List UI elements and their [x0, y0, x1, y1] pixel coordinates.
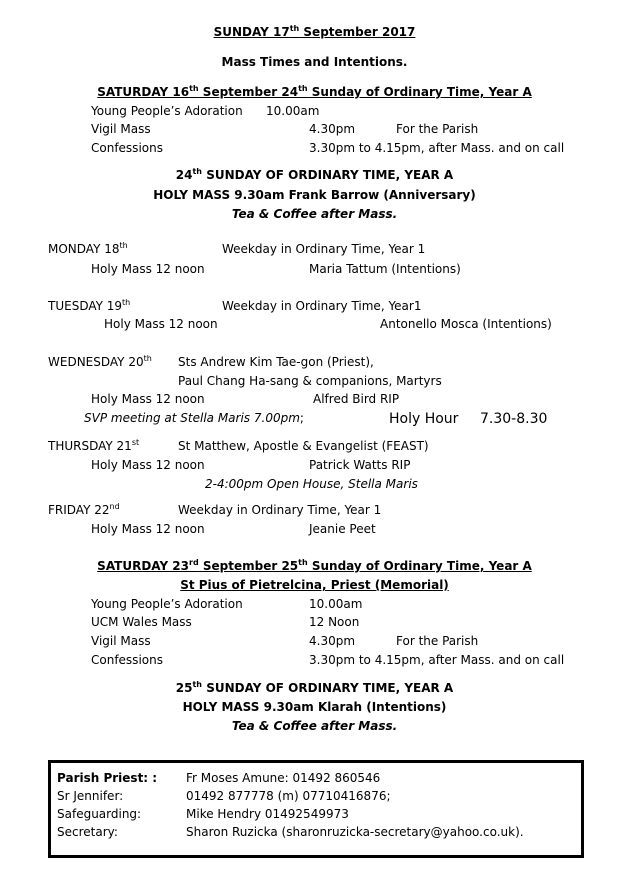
friday-mass: Holy Mass 12 noon: [91, 522, 205, 536]
schedule-time: 12 Noon: [309, 615, 360, 629]
friday-intention: Jeanie Peet: [309, 522, 376, 536]
contact-label: Safeguarding:: [57, 807, 142, 821]
wednesday-intention: Alfred Bird RIP: [313, 392, 400, 406]
schedule-label: Vigil Mass: [91, 122, 151, 136]
page-subtitle: Mass Times and Intentions.: [221, 55, 408, 69]
schedule-time: 3.30pm to 4.15pm, after Mass. and on call: [309, 141, 565, 155]
open-house-note: 2-4:00pm Open House, Stella Maris: [205, 477, 418, 491]
tuesday-intention: Antonello Mosca (Intentions): [380, 317, 552, 331]
tuesday-description: Weekday in Ordinary Time, Year1: [222, 299, 422, 313]
saturday-16-heading: SATURDAY 16th September 24th Sunday of Ordinary Time, Year A: [97, 84, 532, 99]
thursday-description: St Matthew, Apostle & Evangelist (FEAST): [178, 439, 429, 453]
contact-value: 01492 877778 (m) 07710416876;: [186, 789, 391, 803]
monday-intention: Maria Tattum (Intentions): [309, 262, 461, 276]
friday-day: FRIDAY 22nd: [48, 502, 120, 517]
holy-hour-label: Holy Hour: [389, 411, 459, 427]
memorial-heading: St Pius of Pietrelcina, Priest (Memorial): [180, 578, 449, 592]
monday-mass: Holy Mass 12 noon: [91, 262, 205, 276]
schedule-time: 4.30pm: [309, 122, 356, 136]
wednesday-description: Paul Chang Ha-sang & companions, Martyrs: [178, 374, 442, 388]
tuesday-mass: Holy Mass 12 noon: [104, 317, 218, 331]
monday-description: Weekday in Ordinary Time, Year 1: [222, 242, 426, 256]
sunday-25-mass: HOLY MASS 9.30am Klarah (Intentions): [182, 700, 447, 714]
schedule-time: 4.30pm: [309, 634, 356, 648]
svp-meeting-note: SVP meeting at Stella Maris 7.00pm;: [84, 411, 304, 425]
schedule-label: Confessions: [91, 141, 163, 155]
wednesday-description: Sts Andrew Kim Tae-gon (Priest),: [178, 355, 374, 369]
contact-value: Sharon Ruzicka (sharonruzicka-secretary@yahoo.co.uk).: [186, 825, 524, 839]
schedule-time: 3.30pm to 4.15pm, after Mass. and on call: [309, 653, 565, 667]
schedule-label: Vigil Mass: [91, 634, 151, 648]
thursday-intention: Patrick Watts RIP: [309, 458, 411, 472]
contact-label: Sr Jennifer:: [57, 789, 124, 803]
bulletin-date: SUNDAY 17th September 2017: [213, 24, 416, 39]
thursday-day: THURSDAY 21st: [48, 438, 140, 453]
contact-label: Parish Priest: :: [57, 771, 158, 785]
schedule-label: Young People’s Adoration: [91, 104, 243, 118]
sunday-24-mass: HOLY MASS 9.30am Frank Barrow (Anniversary): [153, 188, 476, 202]
sunday-24-heading: 24th SUNDAY OF ORDINARY TIME, YEAR A: [175, 167, 454, 182]
holy-hour-time: 7.30-8.30: [480, 411, 548, 427]
schedule-note: For the Parish: [396, 634, 479, 648]
contact-label: Secretary:: [57, 825, 118, 839]
wednesday-day: WEDNESDAY 20th: [48, 354, 152, 369]
saturday-23-heading: SATURDAY 23rd September 25th Sunday of Ordinary Time, Year A: [97, 558, 532, 573]
sunday-24-coffee-note: Tea & Coffee after Mass.: [231, 207, 398, 221]
tuesday-day: TUESDAY 19th: [48, 298, 131, 313]
monday-day: MONDAY 18th: [48, 241, 128, 256]
contact-value: Fr Moses Amune: 01492 860546: [186, 771, 381, 785]
schedule-note: For the Parish: [396, 122, 479, 136]
thursday-mass: Holy Mass 12 noon: [91, 458, 205, 472]
friday-description: Weekday in Ordinary Time, Year 1: [178, 503, 382, 517]
sunday-25-coffee-note: Tea & Coffee after Mass.: [231, 719, 398, 733]
wednesday-mass: Holy Mass 12 noon: [91, 392, 205, 406]
schedule-label: UCM Wales Mass: [91, 615, 192, 629]
schedule-time: 10.00am: [309, 597, 363, 611]
schedule-label: Young People’s Adoration: [91, 597, 243, 611]
schedule-time: 10.00am: [266, 104, 320, 118]
schedule-label: Confessions: [91, 653, 163, 667]
sunday-25-heading: 25th SUNDAY OF ORDINARY TIME, YEAR A: [175, 680, 454, 695]
contact-value: Mike Hendry 01492549973: [186, 807, 349, 821]
